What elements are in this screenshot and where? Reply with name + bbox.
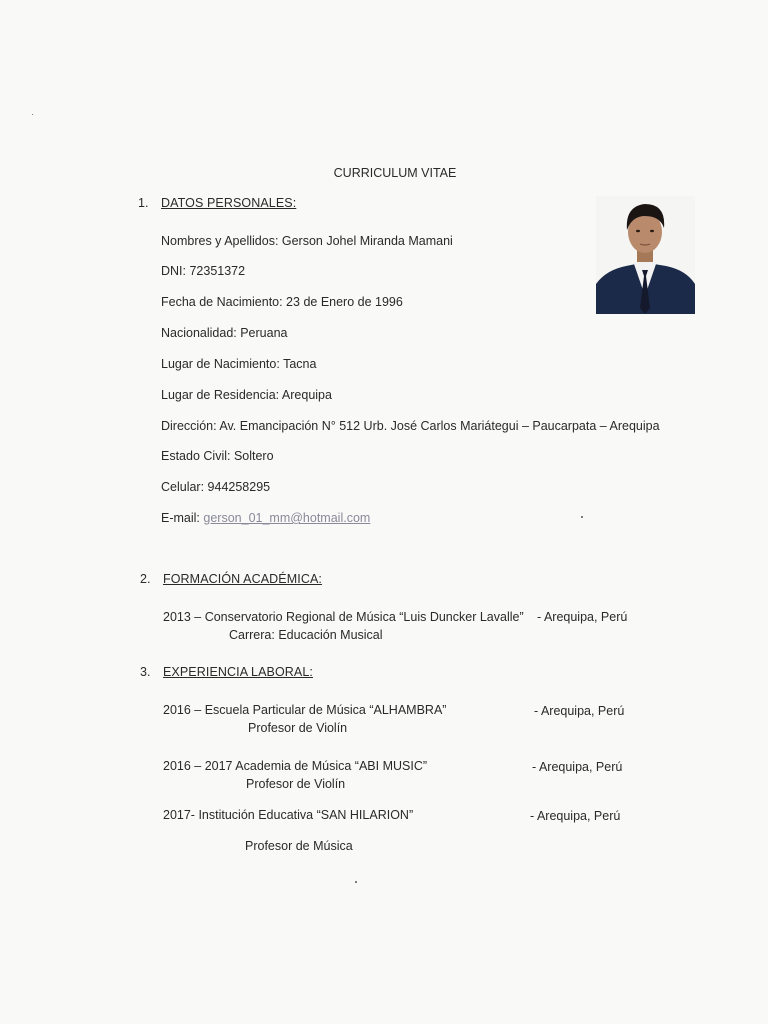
section-number-work: 3. [140,665,151,679]
field-name: Nombres y Apellidos: Gerson Johel Miranda Mamani [161,234,453,248]
work-role-1: Profesor de Violín [248,721,348,735]
academic-location: - Arequipa, Perú [537,610,628,624]
field-nationality: Nacionalidad: Peruana [161,326,288,340]
field-dni: DNI: 72351372 [161,264,246,278]
field-residence: Lugar de Residencia: Arequipa [161,388,332,402]
work-location-2: - Arequipa, Perú [532,760,623,774]
work-entry-1: 2016 – Escuela Particular de Música “ALHAMBRA” [163,703,447,717]
scan-speck [581,516,583,518]
section-title-work: EXPERIENCIA LABORAL: [163,665,313,679]
field-phone: Celular: 944258295 [161,480,271,494]
field-birthdate: Fecha de Nacimiento: 23 de Enero de 1996 [161,295,403,309]
email-label: E-mail: [161,511,200,525]
section-title-personal: DATOS PERSONALES: [161,196,297,210]
profile-photo-icon [596,196,695,314]
field-civil-status: Estado Civil: Soltero [161,449,274,463]
field-address: Dirección: Av. Emancipación N° 512 Urb. José Carlos Mariátegui – Paucarpata – Arequipa [161,419,660,433]
academic-career: Carrera: Educación Musical [229,628,383,642]
work-role-3: Profesor de Música [245,839,353,853]
academic-entry: 2013 – Conservatorio Regional de Música “Luis Duncker Lavalle” [163,610,524,624]
scan-speck [32,114,33,115]
profile-photo [596,196,695,314]
page-title: CURRICULUM VITAE [333,166,457,180]
email-link[interactable]: gerson_01_mm@hotmail.com [203,511,371,525]
work-entry-2: 2016 – 2017 Academia de Música “ABI MUSIC” [163,759,428,773]
work-role-2: Profesor de Violín [246,777,346,791]
work-entry-3: 2017- Institución Educativa “SAN HILARION” [163,808,414,822]
work-location-1: - Arequipa, Perú [534,704,625,718]
field-email [161,511,370,525]
field-birthplace: Lugar de Nacimiento: Tacna [161,357,317,371]
section-number-academic: 2. [140,572,151,586]
section-title-academic: FORMACIÓN ACADÉMICA: [163,572,322,586]
section-number-personal: 1. [138,196,149,210]
work-location-3: - Arequipa, Perú [530,809,621,823]
scan-speck [355,881,357,883]
